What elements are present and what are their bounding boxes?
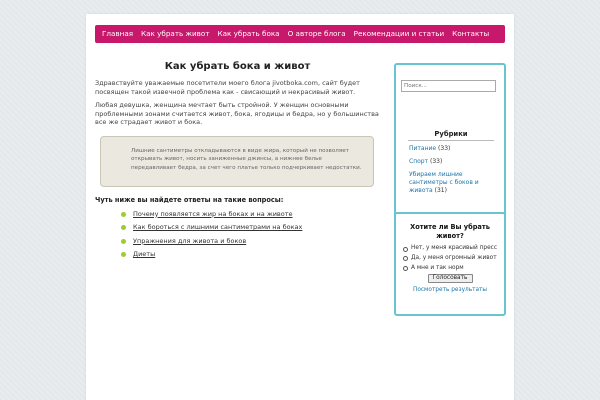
list-item [409,171,499,195]
nav-item-home[interactable]: Главная [102,29,134,38]
poll-option[interactable] [403,265,504,273]
rubrics-title: Рубрики [408,130,494,141]
list-item [409,145,499,153]
radio-button[interactable] [403,266,408,271]
rubrics-list [409,145,499,200]
rubric-link-sport[interactable]: Спорт [409,158,429,165]
poll-options [403,245,504,272]
bullet-icon [121,225,126,230]
poll-option-label: Нет, у меня красивый пресс [411,245,498,251]
question-link-4[interactable]: Диеты [133,250,156,258]
list-item [121,221,380,235]
vote-button[interactable]: Голосовать [428,274,473,283]
nav-item-belly[interactable]: Как убрать живот [141,29,210,38]
poll-option-label: А мне и так норм [411,264,464,271]
rubric-count: (33) [430,158,443,165]
list-item [121,235,380,249]
poll [396,214,504,293]
question-link-2[interactable]: Как бороться с лишними сантиметрами на боках [133,223,303,231]
question-link-1[interactable]: Почему появляется жир на боках и на животе [133,209,293,218]
view-results-link[interactable]: Посмотреть результаты [412,287,488,294]
nav-item-recommendations[interactable]: Рекомендации и статьи [353,29,445,38]
poll-question: Хотите ли Вы убрать живот? [410,223,490,240]
questions-list [121,208,380,262]
question-link-3[interactable]: Упражнения для живота и боков [133,236,247,245]
rubric-count: (33) [438,145,451,152]
poll-results [396,287,504,293]
main-content [95,50,380,262]
bullet-icon [121,252,126,257]
bullet-icon [121,212,126,217]
questions-heading: Чуть ниже вы найдете ответы на такие вопросы: [95,195,284,204]
poll-option-label: Да, у меня огромный живот [411,254,497,261]
list-item [121,248,380,262]
bullet-icon [121,239,126,244]
quote-box: Лишние сантиметры откладываются в виде жира, который не позволяет открывать живот, носить заниженные джинсы, а нижнее белье передавливает бедра, за счет чего платье только подчеркивает недостатки. [100,136,374,187]
rubric-link-food[interactable]: Питание [409,145,437,152]
radio-button[interactable] [403,256,408,261]
search-input[interactable] [401,80,496,92]
second-paragraph: Любая девушка, женщина мечтает быть стройной. У женщин основными проблемными зонами считается живот, бока, ягодицы и бедра, но у большинства все же страдает живот и бока. [95,101,379,126]
nav-item-sides[interactable]: Как убрать бока [217,29,280,38]
list-item [409,158,499,166]
poll-option[interactable] [403,255,504,263]
sidebar-widget-poll [394,212,506,316]
nav-item-contacts[interactable]: Контакты [452,29,490,38]
rubric-link-remove-cm[interactable]: Убираем лишние сантиметры с боков и живота [409,171,479,194]
poll-option[interactable] [403,245,504,253]
intro-paragraph: Здравствуйте уважаемые посетители моего блога jivotboka.com, сайт будет посвящен такой извечной проблема как - свисающий и некрасивый живот. [95,79,360,96]
page-title: Как убрать бока и живот [164,61,311,72]
main-nav [95,25,505,43]
rubric-count: (31) [434,187,447,194]
radio-button[interactable] [403,247,408,252]
page-container [86,14,514,400]
nav-item-about[interactable]: О авторе блога [287,29,346,38]
list-item [121,208,380,222]
